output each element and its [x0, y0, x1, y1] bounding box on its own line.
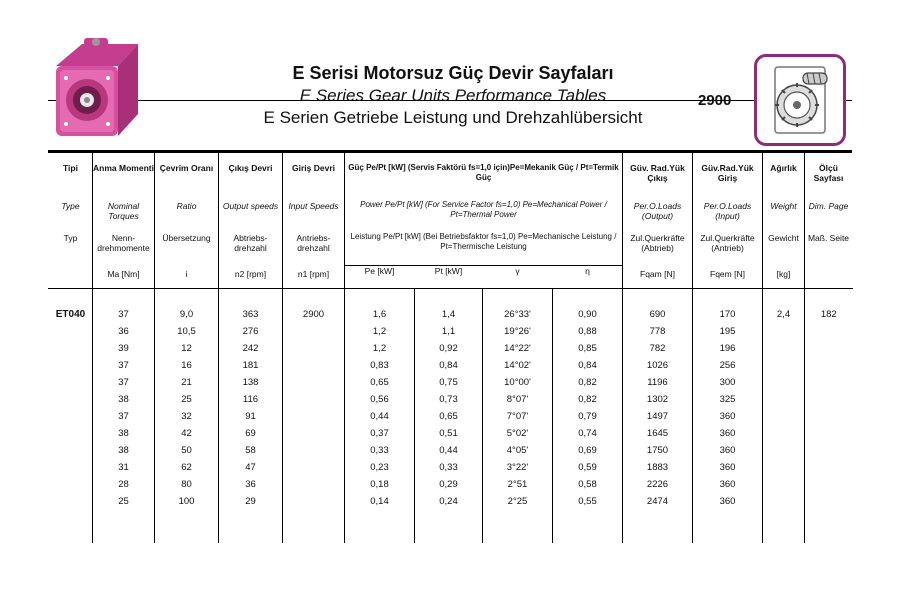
table-cell — [805, 425, 853, 442]
table-cell: 0,82 — [578, 394, 597, 405]
table-cell: 0,79 — [578, 411, 597, 422]
table-row — [49, 493, 853, 510]
table-cell: 47 — [245, 462, 256, 473]
table-cell: 360 — [719, 411, 736, 422]
table-cell: 0,59 — [578, 462, 597, 473]
table-cell: 360 — [719, 479, 736, 490]
column-rule — [218, 153, 219, 543]
table-cell — [805, 374, 853, 391]
gearbox-product-image — [46, 38, 146, 148]
table-cell: 0,82 — [578, 377, 597, 388]
table-cell: 1,4 — [441, 309, 456, 320]
table-cell: 2,4 — [776, 309, 791, 320]
table-row — [49, 357, 853, 374]
col-input-speed: Giriş Devri Input Speeds Antriebs-drehzahl n1 [rpm] — [288, 163, 339, 279]
table-cell: 0,73 — [439, 394, 458, 405]
table-cell: 360 — [719, 428, 736, 439]
table-cell — [805, 442, 853, 459]
table-cell: 0,29 — [439, 479, 458, 490]
title-german: E Serien Getriebe Leistung und Drehzahlübersicht — [263, 108, 643, 127]
table-cell: 778 — [649, 326, 666, 337]
table-cell — [805, 340, 853, 357]
table-cell: 0,90 — [578, 309, 597, 320]
table-cell: 36 — [118, 326, 129, 337]
col-power-group: Güç Pe/Pt [kW] (Servis Faktörü fs=1,0 için)Pe=Mekanik Güç / Pt=Termik Güç Power Pe/Pt [kW] (For Service Factor fs=1,0) Pe=Mechanical Power / Pt=Thermal Power Leistung Pe/Pt [kW] (Bei Betriebsfaktor fs=1,0) Pe=Mechanische Leistung / Pt=Thermische Leistung — [348, 163, 619, 251]
table-cell: 0,18 — [370, 479, 389, 490]
table-cell: 14°02' — [504, 360, 531, 371]
table-cell: 300 — [719, 377, 736, 388]
table-cell: 50 — [181, 445, 192, 456]
table-cell: 195 — [719, 326, 736, 337]
table-cell: 360 — [719, 462, 736, 473]
table-cell — [283, 357, 345, 374]
column-rule — [762, 153, 763, 543]
table-row — [49, 340, 853, 357]
table-cell: 4°05' — [506, 445, 529, 456]
table-cell: 1497 — [646, 411, 669, 422]
table-cell — [49, 357, 93, 374]
table-row — [49, 306, 853, 323]
table-cell — [805, 408, 853, 425]
title-block — [198, 62, 708, 129]
table-cell: 100 — [178, 496, 195, 507]
table-cell — [283, 374, 345, 391]
table-cell — [49, 493, 93, 510]
table-cell — [49, 476, 93, 493]
table-cell — [49, 391, 93, 408]
table-cell: 170 — [719, 309, 736, 320]
table-cell: 276 — [242, 326, 259, 337]
table-cell: 0,84 — [439, 360, 458, 371]
performance-table — [48, 153, 853, 510]
table-cell: 58 — [245, 445, 256, 456]
table-cell — [49, 323, 93, 340]
column-rule — [622, 153, 623, 543]
table-cell: 32 — [181, 411, 192, 422]
column-rule — [92, 153, 93, 543]
table-cell: 38 — [118, 445, 129, 456]
table-row — [49, 391, 853, 408]
table-cell: 0,83 — [370, 360, 389, 371]
table-cell: 0,65 — [439, 411, 458, 422]
table-cell: 16 — [181, 360, 192, 371]
table-cell: 69 — [245, 428, 256, 439]
table-cell: 2900 — [302, 309, 325, 320]
table-cell: 196 — [719, 343, 736, 354]
table-cell — [763, 493, 805, 510]
col-pt: Pt [kW] — [415, 266, 483, 289]
column-rule — [344, 153, 345, 543]
table-cell: 36 — [245, 479, 256, 490]
table-row — [49, 476, 853, 493]
table-cell: 690 — [649, 309, 666, 320]
table-cell — [763, 459, 805, 476]
table-cell: 1645 — [646, 428, 669, 439]
col-nominal-torque: Anma Momenti Nominal Torques Nenn-drehmomente Ma [Nm] — [93, 163, 154, 279]
table-cell: 360 — [719, 445, 736, 456]
table-cell: 360 — [719, 496, 736, 507]
table-cell: 31 — [118, 462, 129, 473]
table-cell: 1883 — [646, 462, 669, 473]
table-cell: 0,51 — [439, 428, 458, 439]
table-cell: 25 — [118, 496, 129, 507]
column-rule — [482, 288, 483, 543]
column-rule — [282, 153, 283, 543]
table-cell: 19°26' — [504, 326, 531, 337]
table-cell — [283, 340, 345, 357]
table-cell: 0,88 — [578, 326, 597, 337]
table-row — [49, 425, 853, 442]
table-row — [49, 323, 853, 340]
table-row — [49, 459, 853, 476]
col-weight: Ağırlık Weight Gewicht [kg] — [768, 163, 799, 279]
col-type: Tipi Type Typ — [61, 163, 80, 243]
table-cell: 325 — [719, 394, 736, 405]
col-gamma: γ — [483, 266, 553, 289]
table-cell: 256 — [719, 360, 736, 371]
table-cell: 12 — [181, 343, 192, 354]
table-body — [49, 289, 853, 511]
table-cell: 0,69 — [578, 445, 597, 456]
column-rule — [692, 153, 693, 543]
title-turkish: E Serisi Motorsuz Güç Devir Sayfaları — [292, 63, 614, 83]
table-cell: 1,6 — [372, 309, 387, 320]
table-cell — [49, 459, 93, 476]
table-cell: 62 — [181, 462, 192, 473]
col-eta: η — [553, 266, 623, 289]
table-cell: 2°25 — [507, 496, 528, 507]
table-cell — [283, 425, 345, 442]
table-cell — [49, 340, 93, 357]
table-cell — [49, 374, 93, 391]
table-cell — [805, 493, 853, 510]
table-cell: 182 — [820, 309, 837, 320]
table-cell: 37 — [118, 309, 129, 320]
table-cell: 0,44 — [370, 411, 389, 422]
column-rule — [804, 153, 805, 543]
table-cell — [763, 323, 805, 340]
table-cell: 0,55 — [578, 496, 597, 507]
table-cell — [283, 408, 345, 425]
table-cell: 9,0 — [179, 309, 194, 320]
table-cell: 38 — [118, 394, 129, 405]
table-cell: 0,56 — [370, 394, 389, 405]
table-cell: 0,92 — [439, 343, 458, 354]
table-cell: 0,33 — [439, 462, 458, 473]
table-row — [49, 408, 853, 425]
table-cell: 10,5 — [177, 326, 196, 337]
table-cell — [763, 476, 805, 493]
table-cell: 3°22' — [506, 462, 529, 473]
page-header — [48, 40, 852, 150]
table-cell: 14°22' — [504, 343, 531, 354]
table-cell: 1,1 — [441, 326, 456, 337]
table-cell: 0,58 — [578, 479, 597, 490]
table-cell: 0,44 — [439, 445, 458, 456]
table-cell: 21 — [181, 377, 192, 388]
table-cell: 0,37 — [370, 428, 389, 439]
table-cell: 37 — [118, 377, 129, 388]
table-cell: 0,65 — [370, 377, 389, 388]
table-cell: 242 — [242, 343, 259, 354]
table-cell: 0,85 — [578, 343, 597, 354]
column-rule — [414, 288, 415, 543]
table-cell: 0,23 — [370, 462, 389, 473]
table-cell — [283, 442, 345, 459]
table-cell: 1196 — [647, 377, 668, 388]
table-cell — [763, 340, 805, 357]
table-cell — [763, 391, 805, 408]
page-number: 2900 — [698, 92, 732, 109]
table-cell: 1,2 — [372, 326, 387, 337]
col-output-load: Güv. Rad.Yük Çıkış Per.O.Loads (Output) Zul.Querkräfte (Abtrieb) Fqam [N] — [630, 163, 685, 279]
table-cell: 0,74 — [578, 428, 597, 439]
table-cell — [283, 391, 345, 408]
table-cell: 91 — [245, 411, 256, 422]
table-row — [49, 374, 853, 391]
table-cell: 1,2 — [372, 343, 387, 354]
table-cell — [283, 476, 345, 493]
table-cell: 363 — [242, 309, 259, 320]
table-cell — [49, 408, 93, 425]
table-cell: 38 — [118, 428, 129, 439]
table-cell — [763, 408, 805, 425]
performance-table-wrap — [48, 153, 852, 543]
table-cell — [283, 459, 345, 476]
table-cell — [763, 357, 805, 374]
column-rule — [552, 288, 553, 543]
title-english: E Series Gear Units Performance Tables — [299, 86, 607, 105]
table-cell: 1026 — [646, 360, 669, 371]
table-cell: 181 — [242, 360, 259, 371]
table-cell — [805, 357, 853, 374]
gear-badge — [754, 54, 846, 146]
table-cell: 782 — [649, 343, 666, 354]
table-cell: 39 — [118, 343, 129, 354]
table-cell: 26°33' — [504, 309, 531, 320]
table-cell — [805, 476, 853, 493]
table-cell: 42 — [181, 428, 192, 439]
column-rule — [154, 153, 155, 543]
table-cell: 8°07' — [506, 394, 529, 405]
table-row — [49, 442, 853, 459]
table-cell: 0,33 — [370, 445, 389, 456]
table-cell: 29 — [245, 496, 256, 507]
gear-drawing-icon — [757, 57, 843, 143]
col-pe: Pe [kW] — [345, 266, 415, 289]
table-cell: 116 — [242, 394, 259, 405]
table-cell: 0,84 — [578, 360, 597, 371]
table-cell: 7°07' — [506, 411, 529, 422]
table-cell — [763, 425, 805, 442]
table-cell — [283, 493, 345, 510]
table-cell: 10°00' — [504, 377, 531, 388]
table-cell — [805, 323, 853, 340]
table-cell: 0,14 — [370, 496, 389, 507]
table-cell — [805, 391, 853, 408]
col-ratio: Çevrim Oranı Ratio Übersetzung i — [159, 163, 214, 279]
table-cell: 80 — [181, 479, 192, 490]
table-cell — [283, 323, 345, 340]
col-dim-page: Ölçü Sayfası Dim. Page Maß. Seite — [807, 163, 850, 243]
table-cell: 0,75 — [439, 377, 458, 388]
table-cell: 138 — [242, 377, 259, 388]
table-cell: 28 — [118, 479, 129, 490]
table-cell: ET040 — [55, 309, 86, 320]
table-cell — [805, 459, 853, 476]
col-output-speed: Çıkış Devri Output speeds Abtriebs-drehzahl n2 [rpm] — [222, 163, 279, 279]
table-cell — [763, 442, 805, 459]
table-cell: 2226 — [646, 479, 669, 490]
table-cell: 0,24 — [439, 496, 458, 507]
table-cell: 1750 — [646, 445, 669, 456]
table-cell — [763, 374, 805, 391]
table-cell: 2474 — [646, 496, 669, 507]
table-cell: 37 — [118, 360, 129, 371]
table-cell — [49, 442, 93, 459]
table-cell: 1302 — [646, 394, 669, 405]
table-cell — [49, 425, 93, 442]
table-cell: 2°51 — [507, 479, 528, 490]
table-cell: 5°02' — [506, 428, 529, 439]
table-cell: 37 — [118, 411, 129, 422]
col-input-load: Güv.Rad.Yük Giriş Per.O.Loads (Input) Zul.Querkräfte (Antrieb) Fqem [N] — [700, 163, 755, 279]
table-cell: 25 — [181, 394, 192, 405]
